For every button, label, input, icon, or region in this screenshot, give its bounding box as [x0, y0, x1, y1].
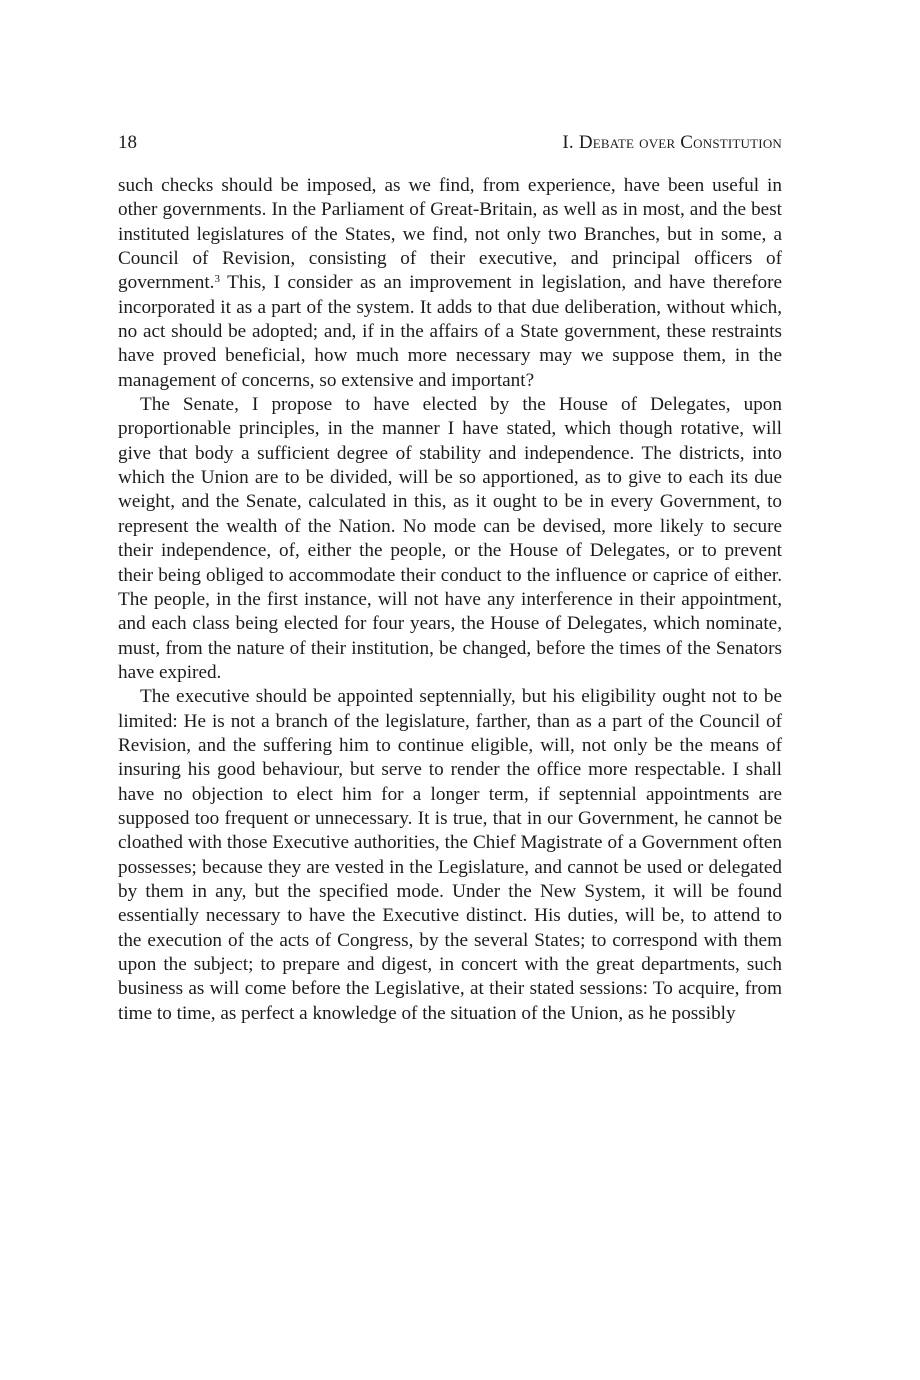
running-title: I. Debate over Constitution [562, 132, 782, 153]
page-number: 18 [118, 132, 137, 153]
paragraph-text-before-note: such checks should be imposed, as we find, from experience, have been useful in other governments. In the Parliament of Great-Britain, as well as in most, and the best instituted legislatures of the States, we find, not only two Branches, but in some, a Council of Revision, consisting of their executive, and principal officers of government. [118, 175, 782, 294]
body-text [118, 174, 782, 1026]
running-head [118, 128, 782, 158]
paragraph-senate: The Senate, I propose to have elected by the House of Delegates, upon proportionable principles, in the manner I have stated, which though rotative, will give that body a sufficient degree of stability and independence. The districts, into which the Union are to be divided, will be so apportioned, as to give to each its due weight, and the Senate, calculated in this, as it ought to be in every Government, to represent the wealth of the Nation. No mode can be devised, more likely to secure their independence, of, either the people, or the House of Delegates, or to prevent their being obliged to accommodate their conduct to the influence or caprice of either. The people, in the first instance, will not have any interference in their appointment, and each class being elected for four years, the House of Delegates, which nominate, must, from the nature of their institution, be changed, before the times of the Senators have expired. [118, 394, 782, 683]
footnote-reference: 3 [214, 273, 220, 286]
paragraph-text-after-note: This, I consider as an improvement in legislation, and have therefore incorporated it as a part of the system. It adds to that due deliberation, without which, no act should be adopted; and, if in the affairs of a State government, these restraints have proved beneficial, how much more necessary may we suppose them, in the management of concerns, so extensive and important? [118, 272, 782, 391]
paragraph-executive: The executive should be appointed septennially, but his eligibility ought not to be limited: He is not a branch of the legislature, farther, than as a part of the Council of Revision, and the suffering him to continue eligible, will, not only be the means of insuring his good behaviour, but serve to render the office more respectable. I shall have no objection to elect him for a longer term, if septennial appointments are supposed too frequent or unnecessary. It is true, that in our Government, he cannot be cloathed with those Executive authorities, the Chief Magistrate of a Government often possesses; because they are vested in the Legislature, and cannot be used or delegated by them in any, but the specified mode. Under the New System, it will be found essentially necessary to have the Executive distinct. His duties, will be, to attend to the execution of the acts of Congress, by the several States; to correspond with them upon the subject; to prepare and digest, in concert with the great departments, such business as will come before the Legislative, at their stated sessions: To acquire, from time to time, as perfect a knowledge of the situation of the Union, as he possibly [118, 686, 782, 1024]
book-page [118, 128, 782, 1026]
paragraph-continued [118, 174, 782, 393]
